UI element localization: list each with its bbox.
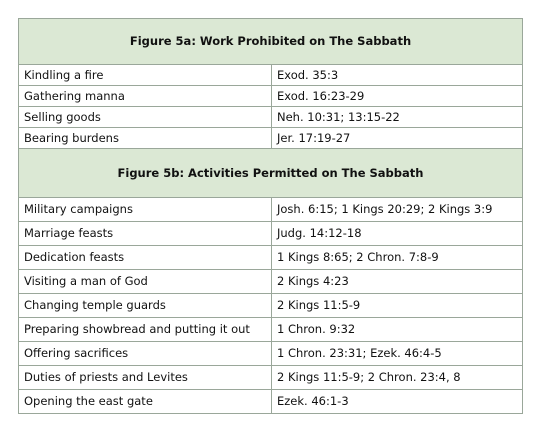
reference-cell: Josh. 6:15; 1 Kings 20:29; 2 Kings 3:9 <box>272 198 523 222</box>
activity-cell: Dedication feasts <box>19 246 272 270</box>
table-row <box>19 366 523 390</box>
table-row <box>19 390 523 414</box>
reference-cell: Judg. 14:12-18 <box>272 222 523 246</box>
table-row <box>19 65 523 86</box>
figure-5b-title: Figure 5b: Activities Permitted on The Sabbath <box>19 149 523 198</box>
reference-cell: 1 Chron. 9:32 <box>272 318 523 342</box>
reference-cell: 1 Chron. 23:31; Ezek. 46:4-5 <box>272 342 523 366</box>
activity-cell: Kindling a fire <box>19 65 272 86</box>
reference-cell: 2 Kings 11:5-9; 2 Chron. 23:4, 8 <box>272 366 523 390</box>
figure-5b-header-row <box>19 149 523 198</box>
activity-cell: Bearing burdens <box>19 128 272 149</box>
activity-cell: Offering sacrifices <box>19 342 272 366</box>
activity-cell: Changing temple guards <box>19 294 272 318</box>
activity-cell: Gathering manna <box>19 86 272 107</box>
table-row <box>19 222 523 246</box>
table-row <box>19 128 523 149</box>
figure-5b-section <box>19 149 523 414</box>
table-row <box>19 246 523 270</box>
activity-cell: Duties of priests and Levites <box>19 366 272 390</box>
reference-cell: 2 Kings 4:23 <box>272 270 523 294</box>
activity-cell: Preparing showbread and putting it out <box>19 318 272 342</box>
reference-cell: Jer. 17:19-27 <box>272 128 523 149</box>
figure-5a-section <box>19 19 523 149</box>
activity-cell: Marriage feasts <box>19 222 272 246</box>
reference-cell: Neh. 10:31; 13:15-22 <box>272 107 523 128</box>
reference-cell: 1 Kings 8:65; 2 Chron. 7:8-9 <box>272 246 523 270</box>
table-row <box>19 86 523 107</box>
reference-cell: 2 Kings 11:5-9 <box>272 294 523 318</box>
activity-cell: Visiting a man of God <box>19 270 272 294</box>
activity-cell: Opening the east gate <box>19 390 272 414</box>
table-row <box>19 198 523 222</box>
table-row <box>19 318 523 342</box>
sabbath-table <box>18 18 523 414</box>
table-row <box>19 270 523 294</box>
table-row <box>19 107 523 128</box>
figure-5a-title: Figure 5a: Work Prohibited on The Sabbath <box>19 19 523 65</box>
activity-cell: Selling goods <box>19 107 272 128</box>
reference-cell: Exod. 35:3 <box>272 65 523 86</box>
figure-5a-header-row <box>19 19 523 65</box>
reference-cell: Ezek. 46:1-3 <box>272 390 523 414</box>
table-row <box>19 294 523 318</box>
table-row <box>19 342 523 366</box>
activity-cell: Military campaigns <box>19 198 272 222</box>
reference-cell: Exod. 16:23-29 <box>272 86 523 107</box>
